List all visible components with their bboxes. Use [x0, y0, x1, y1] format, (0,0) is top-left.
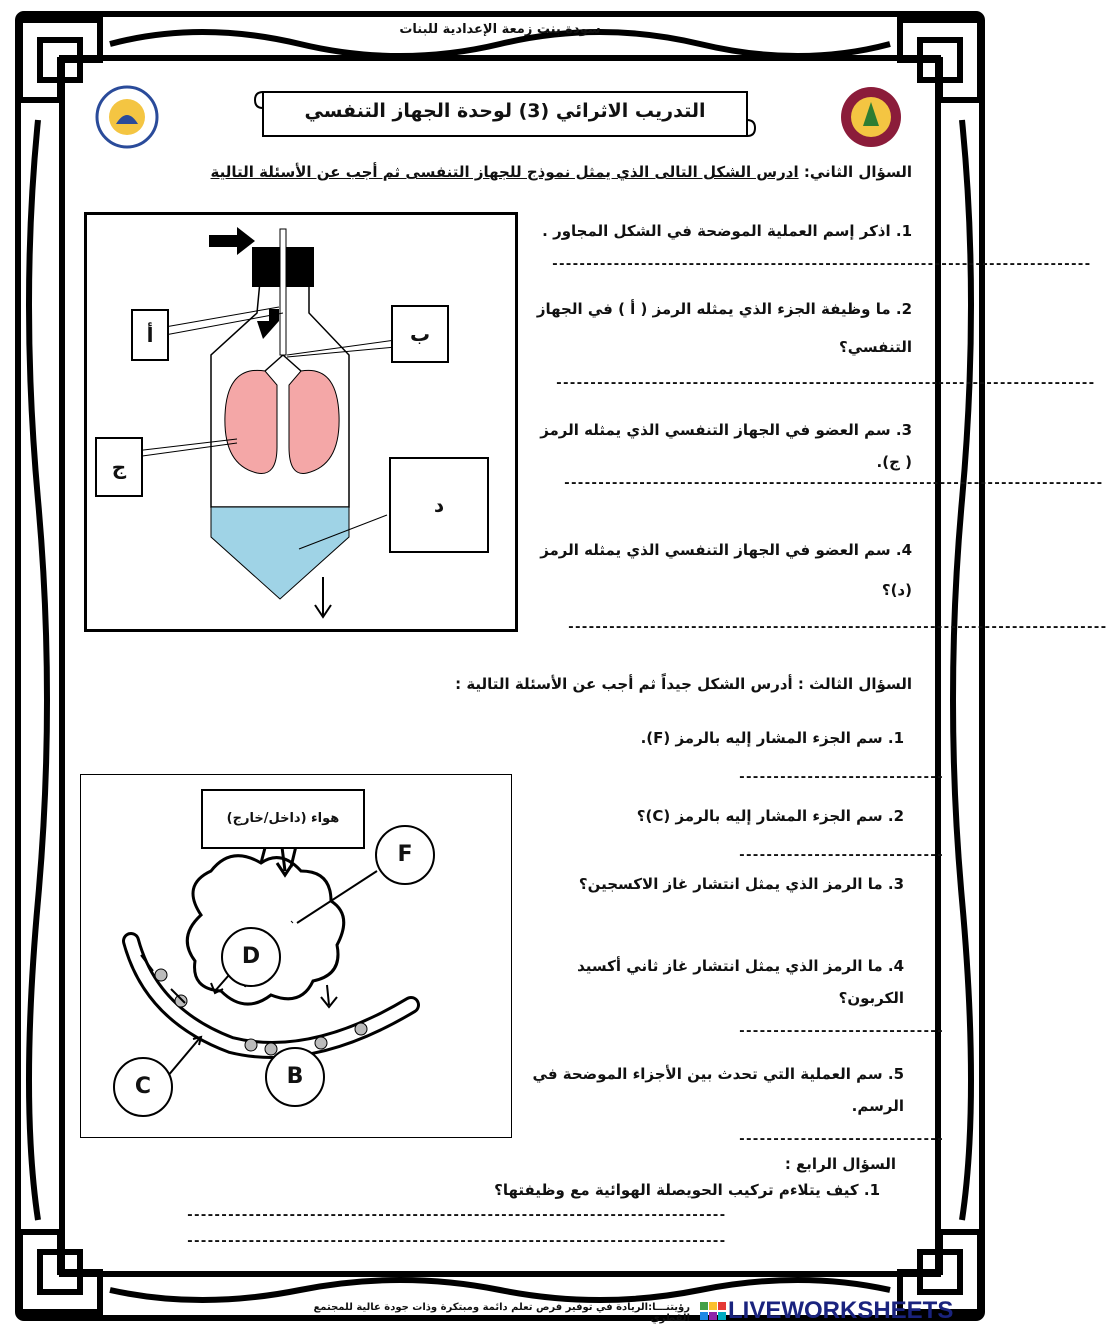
answer-line[interactable]: ------------------------------------------------------------------------------- — [551, 257, 1091, 272]
liveworksheets-brand[interactable]: LIVEWORKSHEETS — [728, 1297, 954, 1324]
air-in-arrow — [209, 227, 255, 255]
answer-line[interactable]: ------------------------------------------------------------------------------- — [186, 1208, 726, 1223]
school-logo — [94, 84, 160, 150]
answer-line[interactable]: ------------------------------------------------------------------------------- — [567, 620, 1106, 635]
worksheet-title: التدريب الاثرائي (3) لوحدة الجهاز التنفسي — [304, 100, 706, 122]
q3-item-4: 4. ما الرمز الذي يمثل انتشار غاز ثاني أكسيد الكربون؟ — [577, 957, 904, 1007]
q2-item-3: 3. سم العضو في الجهاز التنفسي الذي يمثله الرمز ( ج). — [540, 421, 912, 471]
short-answer-line[interactable]: ------------------------------ — [738, 1132, 943, 1147]
q2-item-1: 1. اذكر إسم العملية الموضحة في الشكل المجاور . — [542, 222, 912, 240]
q4-item-1: 1. كيف يتلاءم تركيب الحويصلة الهوائية مع وظيفتها؟ — [494, 1181, 880, 1199]
circle-f: F — [375, 825, 435, 885]
q3-item-1: 1. سم الجزء المشار إليه بالرمز (F). — [640, 729, 904, 747]
label-jim: ج — [95, 437, 143, 497]
short-answer-line[interactable]: ------------------------------ — [738, 1024, 943, 1039]
q2-heading-text: ادرس الشكل التالى الذي يمثل نموذج للجهاز التنفسى ثم أجب عن الأسئلة التالية — [210, 163, 799, 181]
q2-heading — [152, 163, 912, 181]
q2-heading-prefix: السؤال الثاني: — [803, 163, 912, 181]
answer-line[interactable]: ------------------------------------------------------------------------------- — [563, 476, 1103, 491]
short-answer-line[interactable]: ------------------------------ — [738, 770, 943, 785]
q2-diagram — [84, 212, 518, 632]
ministry-logo — [836, 84, 906, 150]
circle-b: B — [265, 1047, 325, 1107]
liveworksheets-icon — [700, 1302, 726, 1322]
b-arrow-icon — [321, 985, 337, 1007]
lung-model-svg — [87, 215, 515, 629]
vision-statement: رؤيتنـــا:الريادة في توفير فرص تعلم دائمة ومبتكرة وذات جودة عالية للمجتمع القطري — [313, 1302, 690, 1324]
pull-down-arrow-icon — [315, 577, 331, 617]
q2-item-4: 4. سم العضو في الجهاز التنفسي الذي يمثله الرمز (د)؟ — [540, 541, 912, 599]
circle-d: D — [221, 927, 281, 987]
q2-item-2: 2. ما وظيفة الجزء الذي يمثله الرمز ( أ ) في الجهاز التنفسي؟ — [536, 300, 912, 356]
answer-line[interactable]: ------------------------------------------------------------------------------- — [186, 1234, 726, 1249]
q3-item-3: 3. ما الرمز الذي يمثل انتشار غاز الاكسجين؟ — [578, 875, 904, 893]
answer-line[interactable]: ------------------------------------------------------------------------------- — [555, 376, 1095, 391]
label-alif: أ — [131, 309, 169, 361]
q3-item-2: 2. سم الجزء المشار إليه بالرمز (C)؟ — [636, 807, 904, 825]
label-dal: د — [389, 457, 489, 553]
q3-heading: السؤال الثالث : أدرس الشكل جيداً ثم أجب عن الأسئلة التالية : — [455, 675, 912, 693]
diaphragm — [211, 507, 349, 599]
c-pointer — [167, 1039, 199, 1077]
short-answer-line[interactable]: ------------------------------ — [738, 848, 943, 863]
circle-c: C — [113, 1057, 173, 1117]
q3-diagram — [80, 774, 512, 1138]
school-name: سودة بنت زمعة الإعدادية للبنات — [399, 22, 601, 37]
q4-heading: السؤال الرابع : — [784, 1155, 896, 1173]
q3-item-5: 5. سم العملية التي تحدث بين الأجزاء الموضحة في الرسم. — [532, 1065, 904, 1115]
air-label-box: هواء (داخل/خارج) — [201, 789, 365, 849]
label-ba: ب — [391, 305, 449, 363]
